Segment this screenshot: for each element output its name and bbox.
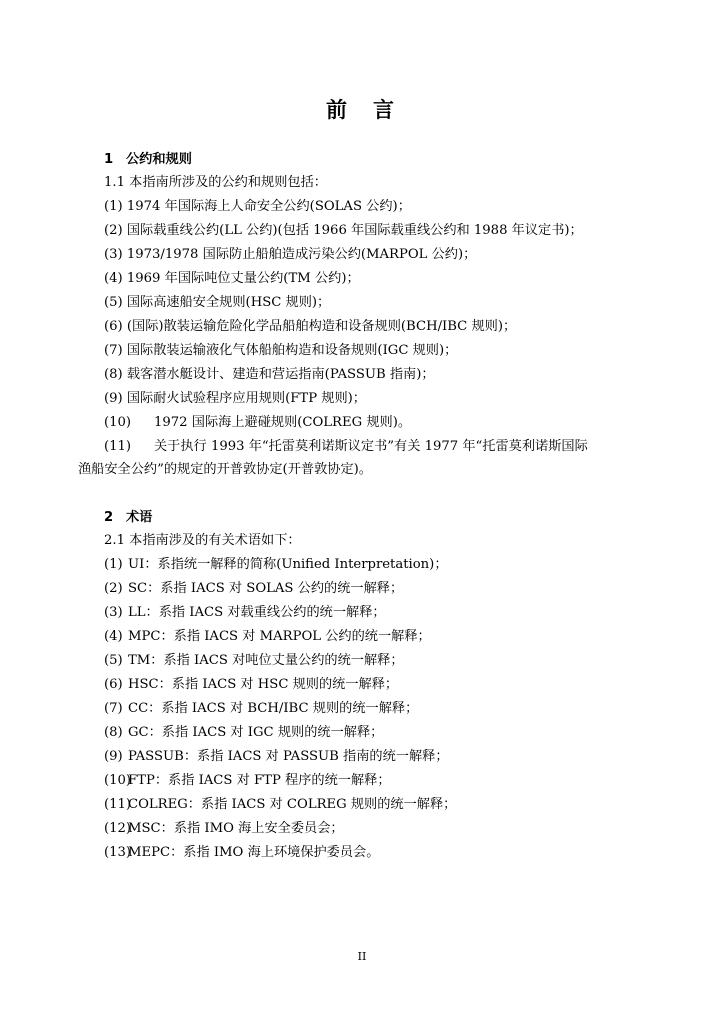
term-item-11 bbox=[104, 796, 456, 814]
term-text: PASSUB：系指 IACS 对 PASSUB 指南的统一解释； bbox=[128, 749, 449, 764]
page-number: II bbox=[357, 950, 367, 963]
convention-item-6: (6) (国际)散装运输危险化学品船舶构造和设备规则(BCH/IBC 规则)； bbox=[104, 319, 517, 334]
term-text: LL：系指 IACS 对载重线公约的统一解释； bbox=[128, 605, 386, 620]
term-item-9 bbox=[104, 748, 449, 766]
section-1-intro: 1.1 本指南所涉及的公约和规则包括： bbox=[104, 175, 327, 190]
term-text: GC：系指 IACS 对 IGC 规则的统一解释； bbox=[128, 725, 384, 740]
term-item-6 bbox=[104, 676, 398, 694]
term-item-13 bbox=[104, 844, 379, 862]
term-item-4 bbox=[104, 628, 431, 646]
section-2-heading bbox=[104, 509, 152, 527]
convention-item-9: (9) 国际耐火试验程序应用规则(FTP 规则)； bbox=[104, 391, 366, 406]
section-1-heading bbox=[104, 151, 192, 169]
term-number: (9) bbox=[104, 749, 123, 764]
convention-item-4: (4) 1969 年国际吨位丈量公约(TM 公约)； bbox=[104, 271, 360, 286]
page-title bbox=[0, 94, 724, 124]
title-part-1: 前 bbox=[326, 98, 351, 122]
item-11-text-line-1: 关于执行 1993 年“托雷莫利诺斯议定书”有关 1977 年“托雷莫利诺斯国际 bbox=[154, 439, 588, 454]
section-1-number: 1 bbox=[104, 152, 114, 167]
section-2-number: 2 bbox=[104, 510, 114, 525]
term-number: (6) bbox=[104, 677, 123, 692]
term-text: UI：系指统一解释的简称(Unified Interpretation)； bbox=[128, 557, 448, 572]
convention-item-7: (7) 国际散装运输液化气体船舶构造和设备规则(IGC 规则)； bbox=[104, 343, 458, 358]
item-11-number: (11) bbox=[104, 439, 132, 454]
term-number: (7) bbox=[104, 701, 123, 716]
term-number: (11) bbox=[104, 797, 132, 812]
section-2-intro: 2.1 本指南涉及的有关术语如下： bbox=[104, 533, 301, 548]
term-text: FTP：系指 IACS 对 FTP 程序的统一解释； bbox=[128, 773, 391, 788]
term-text: TM：系指 IACS 对吨位丈量公约的统一解释； bbox=[128, 653, 404, 668]
term-number: (4) bbox=[104, 629, 123, 644]
item-10-number: (10) bbox=[104, 415, 132, 430]
item-10-text: 1972 国际海上避碰规则(COLREG 规则)。 bbox=[154, 415, 412, 430]
term-text: MSC：系指 IMO 海上安全委员会； bbox=[128, 821, 344, 836]
term-item-12 bbox=[104, 820, 344, 838]
convention-item-8: (8) 载客潜水艇设计、建造和营运指南(PASSUB 指南)； bbox=[104, 367, 435, 382]
term-text: HSC：系指 IACS 对 HSC 规则的统一解释； bbox=[128, 677, 399, 692]
convention-item-11 bbox=[104, 438, 588, 456]
term-text: CC：系指 IACS 对 BCH/IBC 规则的统一解释； bbox=[128, 701, 419, 716]
term-item-7 bbox=[104, 700, 418, 718]
term-number: (2) bbox=[104, 581, 123, 596]
convention-item-10 bbox=[104, 414, 411, 432]
term-item-2 bbox=[104, 580, 403, 598]
convention-item-11-continued: 渔船安全公约”的规定的开普敦协定(开普敦协定)。 bbox=[78, 462, 372, 477]
convention-item-1: (1) 1974 年国际海上人命安全公约(SOLAS 公约)； bbox=[104, 199, 411, 214]
term-text: SC：系指 IACS 对 SOLAS 公约的统一解释； bbox=[128, 581, 404, 596]
term-item-1 bbox=[104, 556, 448, 574]
title-part-2: 言 bbox=[373, 98, 398, 122]
convention-item-5: (5) 国际高速船安全规则(HSC 规则)； bbox=[104, 295, 331, 310]
section-1-title: 公约和规则 bbox=[126, 152, 192, 167]
term-number: (8) bbox=[104, 725, 123, 740]
term-number: (10) bbox=[104, 773, 132, 788]
section-2-title: 术语 bbox=[126, 510, 153, 525]
term-item-3 bbox=[104, 604, 386, 622]
term-text: MPC：系指 IACS 对 MARPOL 公约的统一解释； bbox=[128, 629, 431, 644]
term-number: (1) bbox=[104, 557, 123, 572]
convention-item-3: (3) 1973/1978 国际防止船舶造成污染公约(MARPOL 公约)； bbox=[104, 247, 477, 262]
term-text: COLREG：系指 IACS 对 COLREG 规则的统一解释； bbox=[128, 797, 457, 812]
term-number: (5) bbox=[104, 653, 123, 668]
term-number: (12) bbox=[104, 821, 132, 836]
term-item-8 bbox=[104, 724, 383, 742]
term-text: MEPC：系指 IMO 海上环境保护委员会。 bbox=[128, 845, 380, 860]
term-number: (3) bbox=[104, 605, 123, 620]
term-item-5 bbox=[104, 652, 404, 670]
term-number: (13) bbox=[104, 845, 132, 860]
term-item-10 bbox=[104, 772, 391, 790]
convention-item-2: (2) 国际载重线公约(LL 公约)(包括 1966 年国际载重线公约和 1988 年议定书)； bbox=[104, 223, 583, 238]
